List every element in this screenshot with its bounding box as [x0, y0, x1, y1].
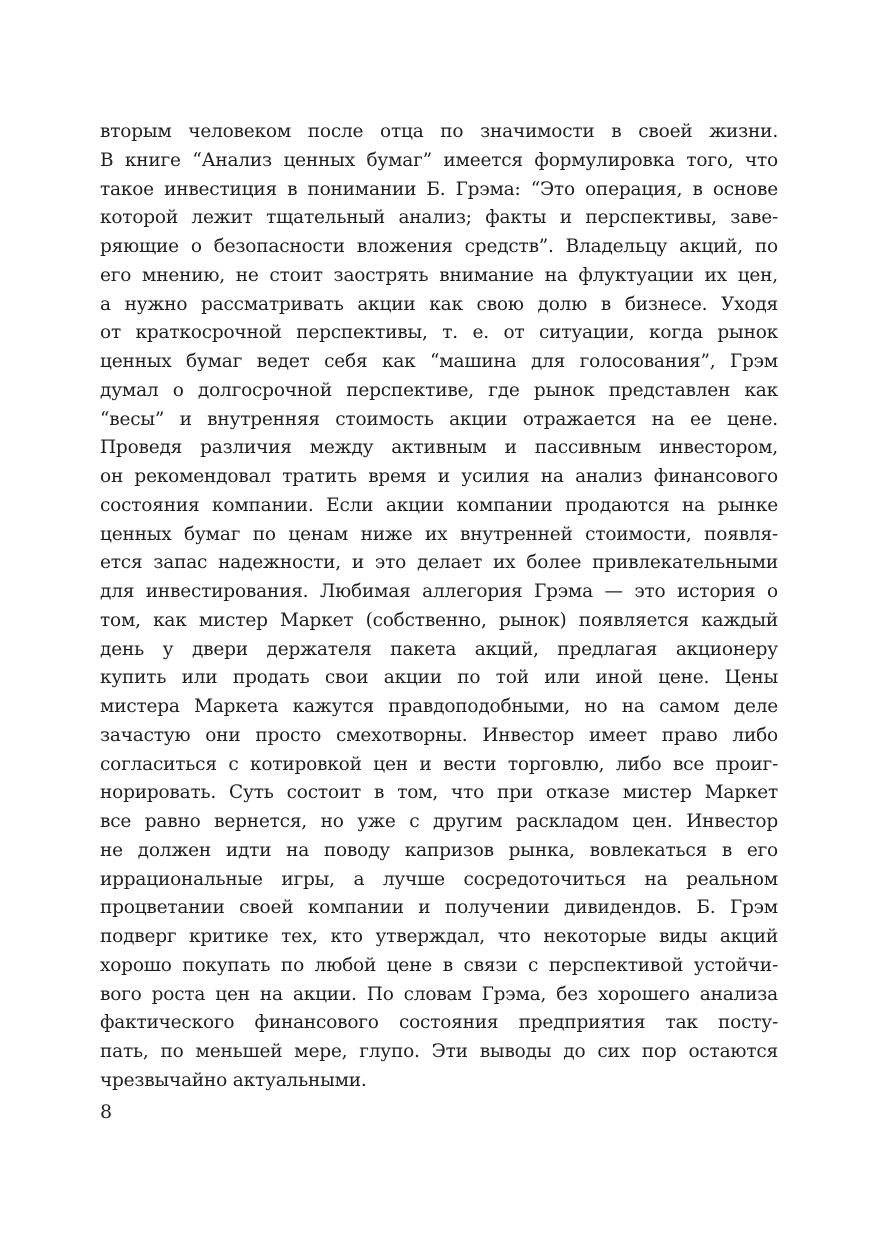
text-line: В книге “Анализ ценных бумаг” имеется формулировка того, что: [100, 149, 778, 171]
text-line: ряющие о безопасности вложения средств”. Владельцу акций, по: [100, 236, 778, 257]
text-line: том, как мистер Маркет (собственно, рынок) появляется каждый: [100, 609, 778, 631]
text-line: а нужно рассматривать акции как свою долю в бизнесе. Уходя: [100, 293, 778, 315]
text-line: которой лежит тщательный анализ; факты и перспективы, заве-: [100, 207, 778, 229]
text-line: хорошо покупать по любой цене в связи с перспективой устойчи-: [100, 954, 778, 976]
text-line: от краткосрочной перспективы, т. е. от ситуации, когда рынок: [100, 322, 778, 344]
text-line: “весы” и внутренняя стоимость акции отражается на ее цене.: [100, 408, 778, 430]
text-line: мистера Маркета кажутся правдоподобными, но на самом деле: [100, 696, 778, 717]
text-line: ценных бумаг по ценам ниже их внутренней стоимости, появля-: [100, 523, 778, 545]
text-line: для инвестирования. Любимая аллегория Грэма — это история о: [100, 581, 778, 602]
text-line: фактического финансового состояния предприятия так посту-: [100, 1012, 778, 1034]
text-line: чрезвычайно актуальными.: [100, 1069, 367, 1091]
text-line: подверг критике тех, кто утверждал, что некоторые виды акций: [100, 926, 778, 947]
text-line: норировать. Суть состоит в том, что при отказе мистер Маркет: [100, 782, 778, 804]
text-line: вого роста цен на акции. По словам Грэма, без хорошего анализа: [100, 983, 778, 1005]
text-line: процветании своей компании и получении дивидендов. Б. Грэм: [100, 897, 778, 919]
text-line: пать, по меньшей мере, глупо. Эти выводы до сих пор остаются: [100, 1041, 778, 1062]
page-number: 8: [100, 1101, 113, 1123]
text-line: его мнению, не стоит заострять внимание на флуктуации их цен,: [100, 264, 778, 286]
text-line: Проведя различия между активным и пассивным инвестором,: [100, 437, 778, 459]
text-line: такое инвестиция в понимании Б. Грэма: “Это операция, в основе: [100, 178, 778, 200]
text-line: состояния компании. Если акции компании продаются на рынке: [100, 494, 778, 516]
text-line: иррациональные игры, а лучше сосредоточиться на реальном: [100, 868, 778, 890]
text-line: ется запас надежности, и это делает их более привлекательными: [100, 552, 778, 574]
text-line: согласиться с котировкой цен и вести торговлю, либо все проиг-: [100, 753, 778, 775]
text-line: зачастую они просто смехотворны. Инвестор имеет право либо: [100, 724, 778, 746]
body-text: [100, 118, 778, 1096]
text-line: он рекомендовал тратить время и усилия на анализ финансового: [100, 466, 778, 487]
text-line: думал о долгосрочной перспективе, где рынок представлен как: [100, 379, 778, 401]
text-line: вторым человеком после отца по значимости в своей жизни.: [100, 121, 778, 142]
text-line: купить или продать свои акции по той или иной цене. Цены: [100, 667, 778, 689]
text-line: ценных бумаг ведет себя как “машина для голосования”, Грэм: [100, 351, 778, 372]
text-line: день у двери держателя пакета акций, предлагая акционеру: [100, 638, 778, 660]
text-line: все равно вернется, но уже с другим раскладом цен. Инвестор: [100, 811, 778, 832]
text-line: не должен идти на поводу капризов рынка, вовлекаться в его: [100, 839, 778, 861]
